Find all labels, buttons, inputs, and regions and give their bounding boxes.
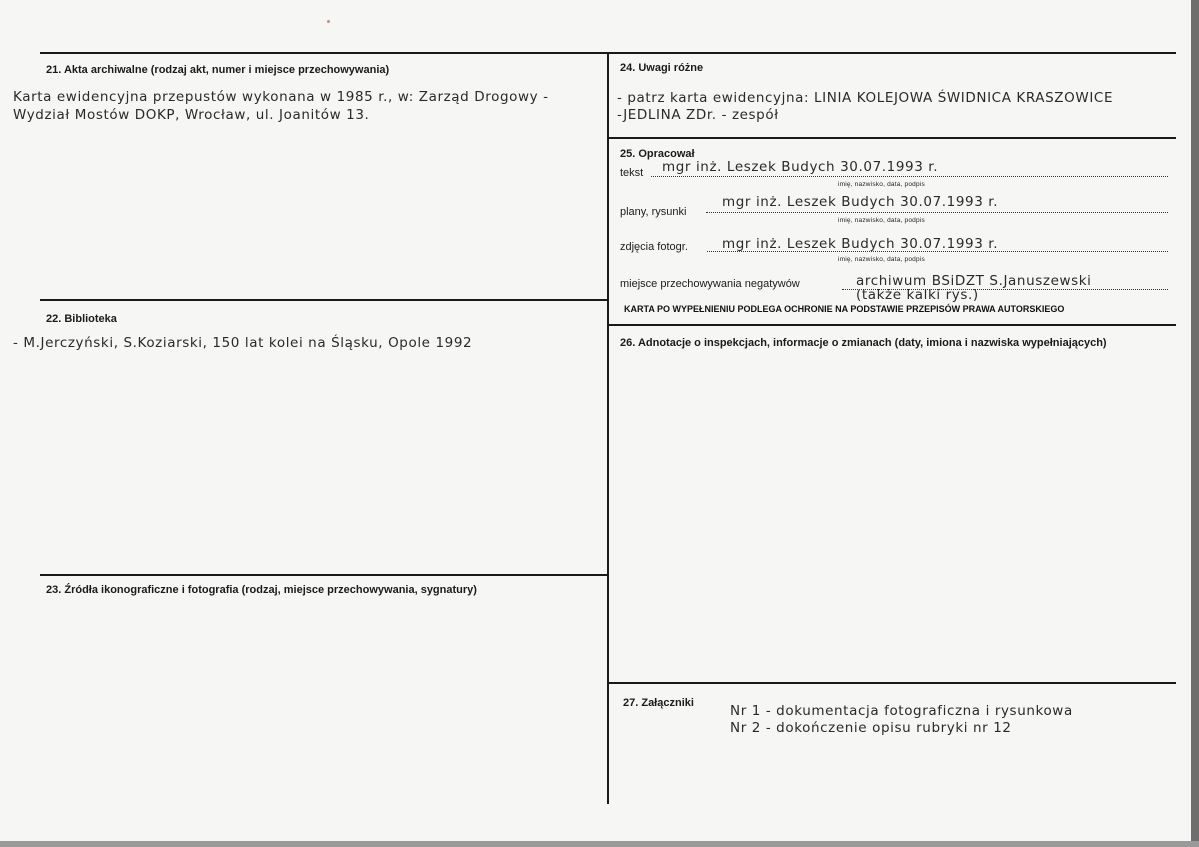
- section-24-label: 24. Uwagi różne: [620, 62, 704, 74]
- plany-label: plany, rysunki: [620, 206, 687, 218]
- center-rule: [607, 52, 609, 804]
- section-21-label: 21. Akta archiwalne (rodzaj akt, numer i miejsce przechowywania): [46, 64, 390, 76]
- tekst-caption: imię, nazwisko, data, podpis: [838, 181, 925, 188]
- section-24-line-1: - patrz karta ewidencyjna: LINIA KOLEJOWA ŚWIDNICA KRASZOWICE: [617, 90, 1114, 106]
- section-24-line-2: -JEDLINA ZDr. - zespół: [617, 107, 779, 123]
- zdjecia-label: zdjęcia fotogr.: [620, 241, 688, 253]
- ink-speck: [327, 20, 330, 23]
- scan-edge-bottom: [0, 841, 1199, 847]
- negatywy-line-1: archiwum BSiDZT S.Januszewski: [856, 273, 1092, 289]
- section-27-line-2: Nr 2 - dokończenie opisu rubryki nr 12: [730, 720, 1012, 736]
- rule-25-26: [609, 324, 1176, 326]
- zdjecia-dotted-line: [707, 251, 1168, 252]
- section-21-line-1: Karta ewidencyjna przepustów wykonana w 1985 r., w: Zarząd Drogowy -: [13, 89, 549, 105]
- rule-21-22: [40, 299, 608, 301]
- section-25-label: 25. Opracował: [620, 148, 695, 160]
- copyright-notice: KARTA PO WYPEŁNIENIU PODLEGA OCHRONIE NA PODSTAWIE PRZEPISÓW PRAWA AUTORSKIEGO: [624, 304, 1065, 314]
- tekst-dotted-line: [651, 176, 1168, 177]
- section-27-line-1: Nr 1 - dokumentacja fotograficzna i rysunkowa: [730, 703, 1073, 719]
- plany-caption: imię, nazwisko, data, podpis: [838, 217, 925, 224]
- zdjecia-value: mgr inż. Leszek Budych 30.07.1993 r.: [722, 236, 999, 252]
- section-26-label: 26. Adnotacje o inspekcjach, informacje o zmianach (daty, imiona i nazwiska wypełniających): [620, 337, 1107, 349]
- zdjecia-caption: imię, nazwisko, data, podpis: [838, 256, 925, 263]
- negatywy-label: miejsce przechowywania negatywów: [620, 278, 800, 290]
- plany-value: mgr inż. Leszek Budych 30.07.1993 r.: [722, 194, 999, 210]
- rule-22-23: [40, 574, 608, 576]
- section-22-line-1: - M.Jerczyński, S.Koziarski, 150 lat kolei na Śląsku, Opole 1992: [13, 335, 473, 351]
- tekst-value: mgr inż. Leszek Budych 30.07.1993 r.: [662, 159, 939, 175]
- plany-dotted-line: [706, 212, 1168, 213]
- section-22-label: 22. Biblioteka: [46, 313, 117, 325]
- section-27-label: 27. Załączniki: [623, 697, 694, 709]
- rule-26-27: [609, 682, 1176, 684]
- scan-edge-right: [1191, 0, 1199, 847]
- tekst-label: tekst: [620, 167, 644, 179]
- section-21-line-2: Wydział Mostów DOKP, Wrocław, ul. Joanitów 13.: [13, 107, 370, 123]
- negatywy-line-2: (także kalki rys.): [856, 287, 979, 303]
- rule-24-25: [609, 137, 1176, 139]
- section-23-label: 23. Źródła ikonograficzne i fotografia (rodzaj, miejsce przechowywania, sygnatury): [46, 584, 477, 596]
